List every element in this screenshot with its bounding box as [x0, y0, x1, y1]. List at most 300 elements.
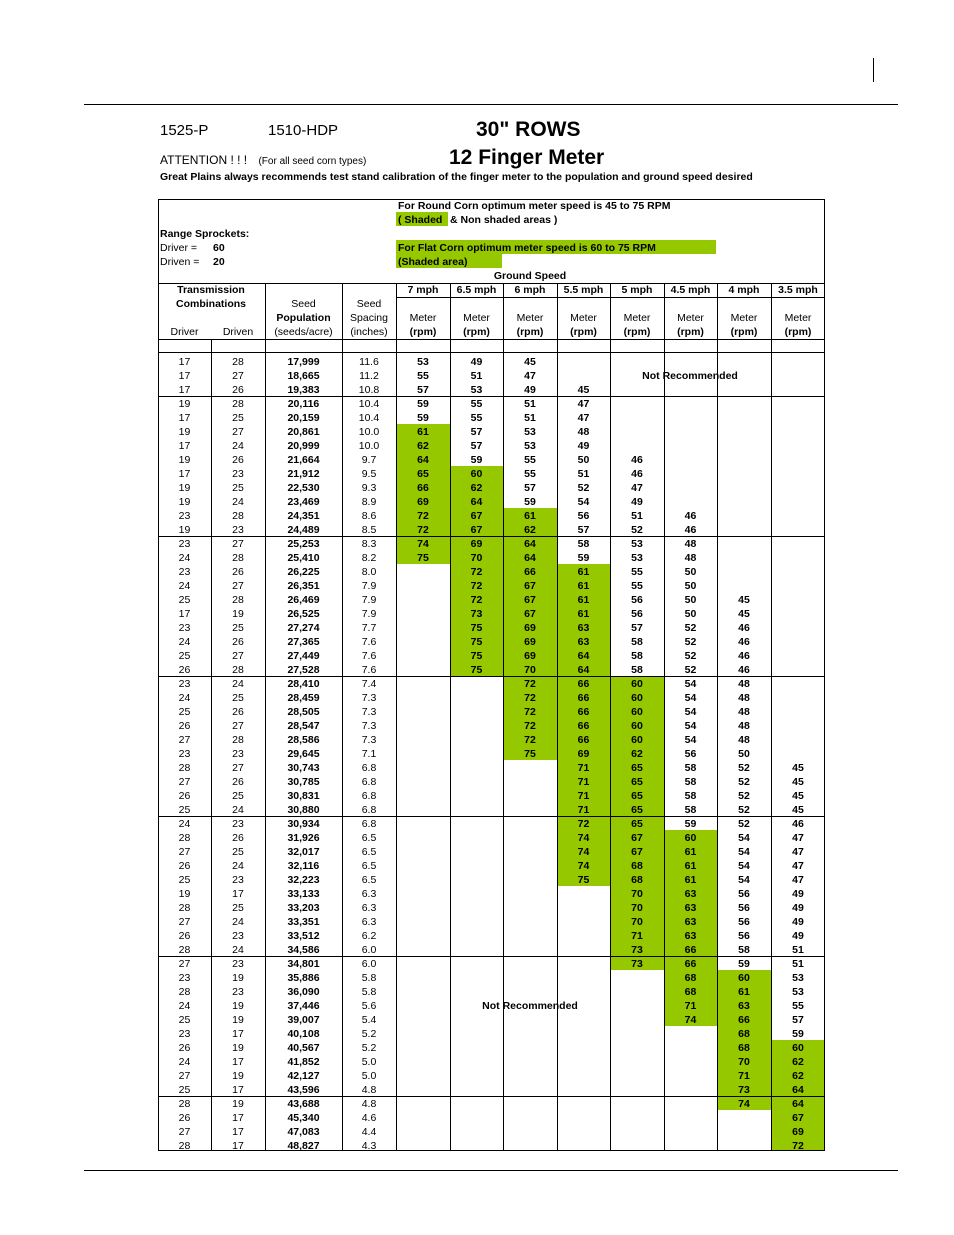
- rpm-cell: 60: [631, 706, 643, 718]
- table-cell: 27: [232, 370, 244, 382]
- model-right: 1510-HDP: [268, 122, 339, 139]
- table-cell: 32,223: [287, 874, 320, 886]
- rpm-header: (rpm): [623, 326, 651, 338]
- rpm-cell: 54: [738, 832, 750, 844]
- table-cell: 19: [178, 524, 191, 536]
- table-cell: 23: [178, 566, 191, 578]
- table-cell: 24,351: [287, 510, 320, 522]
- rpm-cell: 69: [470, 538, 483, 550]
- rpm-cell: 52: [738, 790, 750, 802]
- table-cell: 27: [178, 1126, 191, 1138]
- table-cell: 6.5: [361, 832, 377, 844]
- rpm-cell: 72: [417, 510, 429, 522]
- table-cell: 39,007: [287, 1014, 320, 1026]
- table-cell: 27: [178, 916, 191, 928]
- table-cell: 19: [178, 888, 191, 900]
- rpm-cell: 46: [738, 636, 750, 648]
- speed-header: 6 mph: [514, 284, 546, 296]
- rpm-cell: 72: [524, 706, 536, 718]
- speed-header: 7 mph: [407, 284, 439, 296]
- rpm-cell: 53: [470, 384, 483, 396]
- rpm-cell: 51: [792, 958, 804, 970]
- rpm-cell: 45: [738, 608, 750, 620]
- table-cell: 28: [178, 1098, 191, 1110]
- rpm-cell: 49: [792, 916, 804, 928]
- table-cell: 28: [232, 552, 244, 564]
- header-seed-spacing: Seed: [356, 298, 382, 310]
- rpm-cell: 73: [738, 1084, 750, 1096]
- rpm-cell: 51: [577, 468, 590, 480]
- table-cell: 20,159: [287, 412, 320, 424]
- table-cell: 24: [178, 636, 191, 648]
- header-inches: (inches): [350, 326, 388, 338]
- table-cell: 25: [178, 1014, 191, 1026]
- table-cell: 27: [232, 426, 244, 438]
- rpm-cell: 67: [631, 846, 643, 858]
- not-recommended-top: Not Recommended: [642, 370, 738, 382]
- table-cell: 6.8: [361, 818, 377, 830]
- table-cell: 17: [178, 356, 191, 368]
- table-cell: 25,253: [287, 538, 320, 550]
- table-cell: 6.3: [361, 902, 377, 914]
- table-cell: 47,083: [287, 1126, 320, 1138]
- table-cell: 26: [232, 832, 244, 844]
- rpm-cell: 63: [577, 622, 590, 634]
- table-cell: 8.6: [361, 510, 377, 522]
- table-cell: 25: [232, 482, 244, 494]
- rpm-header: (rpm): [570, 326, 597, 338]
- table-cell: 6.8: [361, 790, 377, 802]
- table-cell: 6.5: [361, 846, 377, 858]
- rpm-cell: 55: [417, 370, 429, 382]
- table-cell: 43,688: [287, 1098, 320, 1110]
- rpm-cell: 46: [631, 468, 643, 480]
- table-cell: 28,459: [287, 692, 320, 704]
- table-cell: 26: [232, 566, 244, 578]
- table-cell: 24: [178, 818, 191, 830]
- rpm-cell: 50: [684, 594, 697, 606]
- table-cell: 26: [232, 384, 244, 396]
- table-cell: 17: [232, 1140, 244, 1151]
- table-cell: 27: [232, 538, 244, 550]
- rpm-cell: 59: [684, 818, 697, 830]
- rpm-cell: 68: [738, 1042, 750, 1054]
- rpm-cell: 58: [684, 804, 697, 816]
- driven-label: Driven =: [160, 256, 200, 268]
- rpm-cell: 75: [470, 664, 483, 676]
- rpm-cell: 72: [524, 734, 536, 746]
- rpm-cell: 61: [524, 510, 536, 522]
- rpm-cell: 53: [417, 356, 429, 368]
- table-cell: 25: [232, 692, 244, 704]
- table-cell: 25: [178, 874, 191, 886]
- table-cell: 17: [232, 1084, 244, 1096]
- table-cell: 8.0: [361, 566, 377, 578]
- rpm-cell: 60: [631, 720, 643, 732]
- table-cell: 5.4: [361, 1014, 377, 1026]
- rpm-cell: 51: [524, 398, 536, 410]
- rpm-cell: 73: [631, 944, 643, 956]
- table-cell: 27: [178, 734, 191, 746]
- table-cell: 26: [232, 636, 244, 648]
- table-cell: 27: [232, 720, 244, 732]
- rpm-cell: 63: [684, 916, 697, 928]
- table-cell: 23: [232, 524, 244, 536]
- rpm-cell: 65: [631, 818, 643, 830]
- rpm-cell: 70: [470, 552, 483, 564]
- speed-header: 4 mph: [728, 284, 760, 296]
- rpm-cell: 61: [684, 860, 697, 872]
- rpm-cell: 54: [684, 720, 697, 732]
- rpm-cell: 56: [738, 916, 750, 928]
- rpm-cell: 52: [684, 636, 697, 648]
- rpm-cell: 60: [631, 734, 643, 746]
- table-cell: 34,801: [287, 958, 320, 970]
- rpm-cell: 66: [577, 678, 590, 690]
- rpm-cell: 45: [792, 762, 804, 774]
- table-cell: 36,090: [287, 986, 320, 998]
- rpm-cell: 75: [577, 874, 590, 886]
- rpm-cell: 48: [577, 426, 590, 438]
- rpm-cell: 54: [684, 678, 697, 690]
- table-cell: 11.6: [359, 356, 379, 368]
- attention-text: ATTENTION ! ! !: [160, 153, 248, 167]
- rpm-cell: 64: [577, 664, 590, 676]
- rpm-cell: 61: [577, 608, 590, 620]
- rpm-cell: 66: [577, 692, 590, 704]
- table-cell: 10.8: [358, 384, 380, 396]
- meter-header: Meter: [409, 312, 437, 324]
- rpm-cell: 67: [524, 594, 536, 606]
- table-cell: 40,108: [287, 1028, 320, 1040]
- table-cell: 25: [232, 902, 244, 914]
- table-cell: 28: [178, 832, 191, 844]
- table-cell: 23: [178, 748, 191, 760]
- table-cell: 34,586: [287, 944, 320, 956]
- rpm-cell: 67: [631, 832, 643, 844]
- rpm-cell: 58: [631, 636, 643, 648]
- rpm-cell: 55: [470, 412, 483, 424]
- table-cell: 23,469: [287, 496, 320, 508]
- table-cell: 7.1: [361, 748, 377, 760]
- table-cell: 24: [178, 552, 191, 564]
- rpm-cell: 54: [684, 692, 697, 704]
- rpm-cell: 62: [631, 748, 643, 760]
- rpm-cell: 53: [792, 986, 804, 998]
- rpm-cell: 67: [524, 580, 536, 592]
- rpm-cell: 56: [577, 510, 590, 522]
- table-cell: 17: [178, 412, 191, 424]
- table-cell: 4.8: [361, 1084, 377, 1096]
- rpm-cell: 75: [524, 748, 536, 760]
- rpm-cell: 64: [792, 1084, 804, 1096]
- table-cell: 25: [178, 594, 191, 606]
- table-cell: 26: [178, 860, 191, 872]
- rpm-cell: 71: [577, 804, 590, 816]
- table-cell: 5.2: [361, 1028, 377, 1040]
- table-cell: 24: [178, 1056, 191, 1068]
- table-cell: 26: [232, 776, 244, 788]
- rpm-cell: 48: [738, 706, 750, 718]
- rpm-cell: 53: [631, 552, 643, 564]
- rpm-cell: 65: [631, 790, 643, 802]
- rpm-cell: 58: [631, 664, 643, 676]
- rpm-cell: 66: [577, 734, 590, 746]
- rpm-cell: 53: [792, 972, 804, 984]
- page-subtitle: 12 Finger Meter: [449, 146, 605, 169]
- table-cell: 26: [178, 1042, 191, 1054]
- table-cell: 6.5: [361, 860, 377, 872]
- table-cell: 28: [178, 1140, 191, 1151]
- table-cell: 23: [178, 678, 191, 690]
- rpm-header: (rpm): [784, 326, 812, 338]
- rpm-cell: 55: [470, 398, 483, 410]
- table-cell: 25: [178, 804, 191, 816]
- rpm-cell: 50: [684, 580, 697, 592]
- rpm-cell: 72: [470, 594, 483, 606]
- rpm-header: (rpm): [463, 326, 490, 338]
- rpm-cell: 55: [631, 580, 643, 592]
- table-cell: 27: [178, 776, 191, 788]
- table-cell: 19: [232, 1098, 244, 1110]
- rpm-cell: 61: [738, 986, 750, 998]
- driven-value: 20: [213, 256, 225, 268]
- meter-header: Meter: [570, 312, 597, 324]
- rpm-cell: 62: [417, 440, 429, 452]
- table-cell: 5.0: [361, 1070, 377, 1082]
- table-cell: 18,665: [287, 370, 320, 382]
- table-cell: 17,999: [287, 356, 320, 368]
- rpm-cell: 66: [524, 566, 536, 578]
- table-cell: 19: [232, 1070, 244, 1082]
- rpm-cell: 69: [577, 748, 590, 760]
- rpm-cell: 54: [684, 706, 697, 718]
- table-cell: 9.7: [361, 454, 377, 466]
- rpm-cell: 57: [470, 426, 483, 438]
- rpm-cell: 60: [738, 972, 750, 984]
- rpm-cell: 69: [524, 636, 536, 648]
- rpm-cell: 63: [684, 930, 697, 942]
- rpm-cell: 67: [470, 510, 483, 522]
- rpm-cell: 47: [792, 874, 804, 886]
- rpm-cell: 65: [631, 776, 643, 788]
- rpm-cell: 51: [792, 944, 804, 956]
- rpm-cell: 55: [524, 468, 536, 480]
- table-cell: 10.4: [358, 398, 380, 410]
- table-cell: 7.3: [361, 692, 377, 704]
- table-cell: 4.3: [361, 1140, 377, 1151]
- shaded-label: ( Shaded: [398, 214, 443, 226]
- header-transmission: Transmission: [177, 284, 245, 296]
- rpm-cell: 52: [684, 622, 697, 634]
- rpm-cell: 47: [631, 482, 643, 494]
- table-cell: 6.8: [361, 776, 377, 788]
- table-cell: 7.9: [361, 608, 377, 620]
- table-cell: 24: [232, 804, 244, 816]
- table-cell: 4.4: [361, 1126, 377, 1138]
- table-cell: 28,410: [287, 678, 320, 690]
- rpm-cell: 52: [631, 524, 643, 536]
- rpm-cell: 65: [631, 762, 643, 774]
- rpm-cell: 56: [738, 930, 750, 942]
- rpm-cell: 70: [631, 902, 643, 914]
- rpm-cell: 53: [524, 426, 536, 438]
- rpm-cell: 60: [631, 678, 643, 690]
- table-cell: 33,133: [287, 888, 320, 900]
- table-cell: 7.6: [361, 650, 377, 662]
- rpm-cell: 57: [792, 1014, 804, 1026]
- rpm-cell: 52: [684, 664, 697, 676]
- table-cell: 26: [232, 454, 244, 466]
- rpm-cell: 74: [417, 538, 429, 550]
- table-cell: 19: [178, 496, 191, 508]
- rpm-cell: 64: [577, 650, 590, 662]
- table-cell: 19,383: [287, 384, 320, 396]
- table-cell: 32,017: [287, 846, 320, 858]
- rpm-cell: 71: [738, 1070, 750, 1082]
- table-cell: 24: [178, 692, 191, 704]
- rpm-cell: 61: [577, 594, 590, 606]
- rpm-cell: 57: [577, 524, 590, 536]
- rpm-header: (rpm): [409, 326, 437, 338]
- table-cell: 24: [232, 860, 244, 872]
- rpm-cell: 47: [577, 412, 590, 424]
- table-cell: 4.6: [361, 1112, 377, 1124]
- rpm-cell: 57: [524, 482, 536, 494]
- rpm-cell: 66: [417, 482, 429, 494]
- rpm-cell: 53: [631, 538, 643, 550]
- table-cell: 27: [178, 958, 191, 970]
- table-cell: 17: [232, 1056, 244, 1068]
- table-cell: 19: [178, 426, 191, 438]
- table-cell: 7.6: [361, 636, 377, 648]
- table-cell: 23: [232, 748, 244, 760]
- non-shaded-label: & Non shaded areas ): [450, 214, 558, 226]
- rpm-cell: 49: [524, 384, 536, 396]
- table-cell: 30,934: [287, 818, 320, 830]
- table-cell: 28,547: [287, 720, 320, 732]
- rpm-cell: 59: [417, 398, 429, 410]
- table-cell: 17: [178, 608, 191, 620]
- table-cell: 25: [232, 790, 244, 802]
- rpm-cell: 46: [631, 454, 643, 466]
- rpm-cell: 71: [631, 930, 643, 942]
- flat-corn-note: For Flat Corn optimum meter speed is 60 to 75 RPM: [398, 242, 656, 254]
- table-cell: 7.9: [361, 594, 377, 606]
- rpm-cell: 68: [738, 1028, 750, 1040]
- table-cell: 28: [232, 734, 244, 746]
- rpm-cell: 60: [684, 832, 697, 844]
- table-cell: 7.7: [361, 622, 377, 634]
- table-cell: 5.0: [361, 1056, 377, 1068]
- table-cell: 24: [232, 678, 244, 690]
- table-cell: 37,446: [287, 1000, 320, 1012]
- table-cell: 27: [232, 650, 244, 662]
- table-cell: 10.0: [358, 440, 380, 452]
- rpm-cell: 56: [738, 902, 750, 914]
- table-cell: 26: [232, 706, 244, 718]
- rpm-cell: 45: [792, 790, 804, 802]
- table-cell: 26,525: [287, 608, 320, 620]
- meter-header: Meter: [730, 312, 758, 324]
- table-cell: 24: [232, 944, 244, 956]
- header-seed-pop: Seed: [291, 298, 316, 310]
- rpm-cell: 47: [524, 370, 536, 382]
- rpm-cell: 66: [577, 706, 590, 718]
- rpm-cell: 72: [524, 720, 536, 732]
- rpm-cell: 51: [524, 412, 536, 424]
- rpm-cell: 45: [792, 776, 804, 788]
- table-cell: 30,743: [287, 762, 320, 774]
- rpm-cell: 52: [577, 482, 590, 494]
- table-cell: 23: [178, 1028, 191, 1040]
- table-cell: 24: [178, 580, 191, 592]
- rpm-cell: 64: [470, 496, 483, 508]
- table-cell: 20,116: [287, 398, 320, 410]
- table-cell: 19: [232, 608, 244, 620]
- table-cell: 30,785: [287, 776, 320, 788]
- table-cell: 28: [232, 594, 244, 606]
- table-cell: 17: [178, 440, 191, 452]
- model-left: 1525-P: [160, 122, 209, 139]
- table-cell: 20,861: [287, 426, 320, 438]
- table-cell: 23: [178, 510, 191, 522]
- table-cell: 23: [178, 622, 191, 634]
- rpm-cell: 58: [684, 776, 697, 788]
- rpm-cell: 61: [684, 874, 697, 886]
- rpm-cell: 48: [738, 734, 750, 746]
- rpm-cell: 66: [738, 1014, 750, 1026]
- rpm-cell: 70: [738, 1056, 750, 1068]
- table-cell: 25,410: [287, 552, 320, 564]
- rpm-cell: 71: [577, 776, 590, 788]
- rpm-cell: 74: [577, 860, 590, 872]
- rpm-cell: 52: [738, 762, 750, 774]
- table-cell: 24: [232, 440, 244, 452]
- table-cell: 6.0: [361, 944, 377, 956]
- not-recommended-bottom: Not Recommended: [482, 1000, 578, 1012]
- table-cell: 8.5: [361, 524, 377, 536]
- rpm-cell: 60: [631, 692, 643, 704]
- table-cell: 22,530: [287, 482, 320, 494]
- table-cell: 23: [232, 874, 244, 886]
- rpm-cell: 72: [470, 566, 483, 578]
- rpm-cell: 53: [524, 440, 536, 452]
- table-cell: 25: [232, 412, 244, 424]
- header-driven: Driven: [222, 326, 254, 338]
- rpm-cell: 54: [738, 874, 750, 886]
- table-cell: 6.0: [361, 958, 377, 970]
- ground-speed-label: Ground Speed: [493, 270, 567, 282]
- speed-header: 6.5 mph: [456, 284, 497, 296]
- rpm-cell: 50: [684, 566, 697, 578]
- header-spacing: Spacing: [350, 312, 388, 324]
- rpm-cell: 61: [684, 846, 697, 858]
- table-cell: 26: [178, 930, 191, 942]
- table-cell: 17: [178, 370, 191, 382]
- table-cell: 19: [178, 482, 191, 494]
- rpm-cell: 70: [524, 664, 536, 676]
- table-cell: 25: [178, 650, 191, 662]
- table-cell: 23: [178, 972, 191, 984]
- rpm-cell: 46: [738, 664, 750, 676]
- meter-header: Meter: [463, 312, 490, 324]
- table-cell: 43,596: [287, 1084, 320, 1096]
- table-cell: 10.0: [358, 426, 380, 438]
- rpm-cell: 56: [684, 748, 697, 760]
- table-cell: 27,449: [287, 650, 320, 662]
- rpm-cell: 60: [792, 1042, 804, 1054]
